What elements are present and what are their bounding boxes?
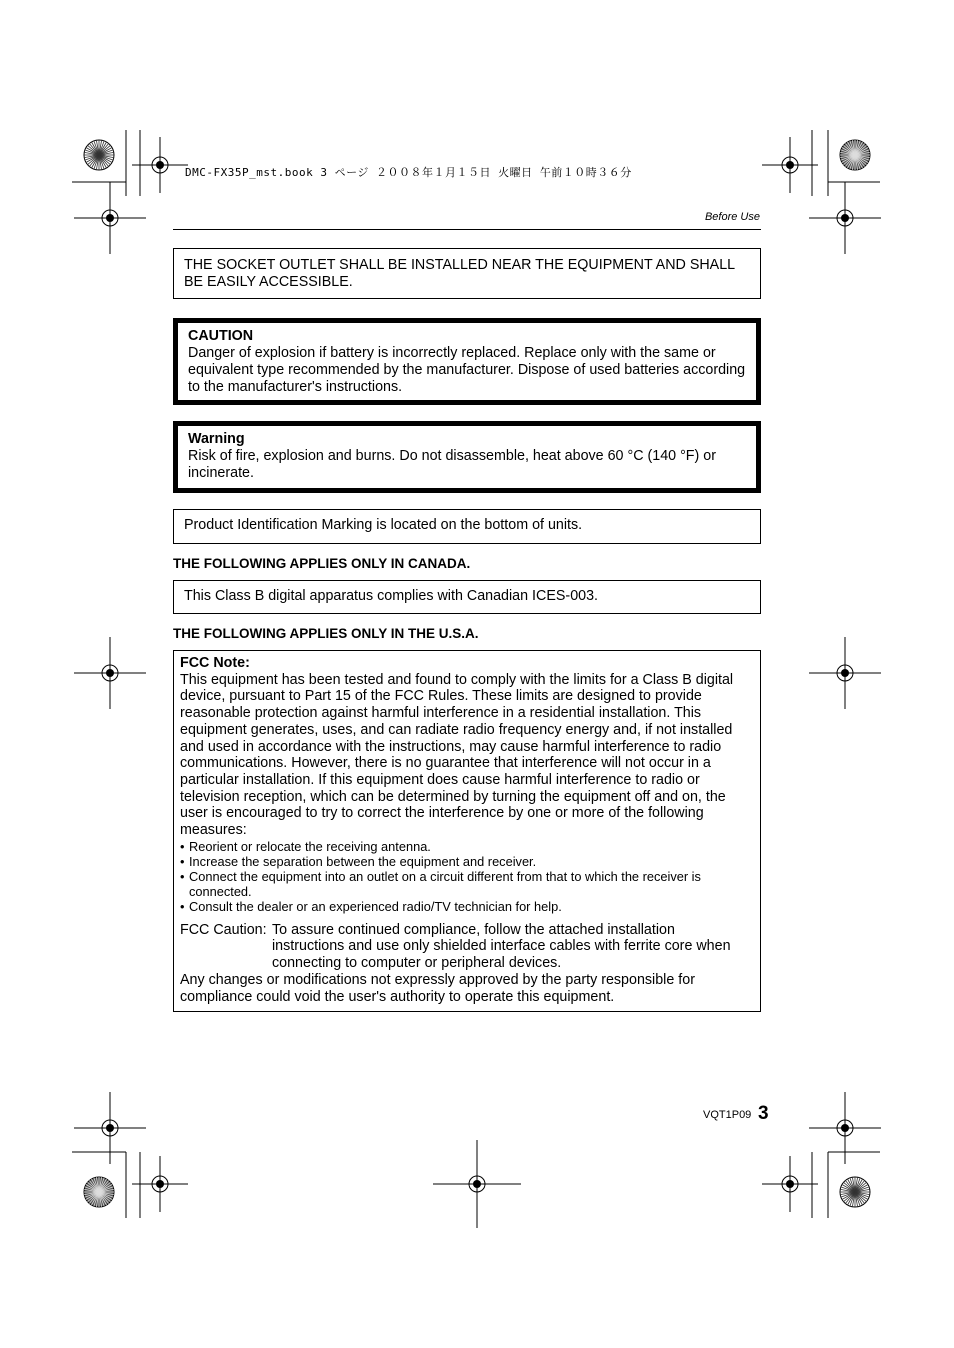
page-number: 3 — [758, 1103, 769, 1124]
caution-title: CAUTION — [188, 328, 254, 344]
registration-crosshair-icon — [809, 182, 881, 254]
product-id-text: Product Identification Marking is located on the bottom of units. — [184, 517, 583, 533]
socket-notice-text: THE SOCKET OUTLET SHALL BE INSTALLED NEAR THE EQUIPMENT AND SHALL BE EASILY ACCESSIBLE. — [184, 257, 735, 290]
list-item: • Increase the separation between the equipment and receiver. — [180, 854, 750, 869]
usa-heading: THE FOLLOWING APPLIES ONLY IN THE U.S.A. — [173, 626, 479, 641]
color-target-icon — [84, 140, 114, 170]
registration-crosshair-icon — [74, 637, 146, 709]
warning-text: Risk of fire, explosion and burns. Do not disassemble, heat above 60 °C (140 °F) or incinerate. — [188, 448, 716, 481]
fcc-caution — [180, 922, 750, 972]
warning-title: Warning — [188, 431, 245, 447]
registration-crosshair-icon — [74, 182, 146, 254]
registration-crosshair-icon — [433, 1140, 521, 1228]
registration-crosshair-icon — [762, 137, 818, 193]
print-header: DMC-FX35P_mst.book 3 ページ ２００８年１月１５日 火曜日 午前１０時３６分 — [185, 166, 632, 179]
caution-text: Danger of explosion if battery is incorrectly replaced. Replace only with the same or equivalent type recommended by the manufacturer. Dispose of used batteries according to the manufacturer's instructions. — [188, 345, 746, 395]
header-rule — [173, 229, 761, 230]
color-target-icon — [840, 140, 870, 170]
list-item: • Consult the dealer or an experienced radio/TV technician for help. — [180, 899, 750, 914]
color-target-icon — [84, 1177, 114, 1207]
product-id-box — [173, 509, 761, 544]
fcc-changes-text: Any changes or modifications not expressly approved by the party responsible for compliance could void the user's authority to operate this equipment. — [180, 971, 695, 1005]
registration-crosshair-icon — [74, 1092, 146, 1164]
color-target-icon — [840, 1177, 870, 1207]
canada-box — [173, 580, 761, 614]
registration-crosshair-icon — [809, 1092, 881, 1164]
fcc-box — [173, 650, 761, 1012]
warning-box — [173, 421, 761, 493]
list-item: • Reorient or relocate the receiving antenna. — [180, 839, 750, 854]
fcc-measures-list — [180, 839, 750, 914]
socket-notice-box — [173, 248, 761, 299]
registration-crosshair-icon — [809, 637, 881, 709]
canada-text: This Class B digital apparatus complies with Canadian ICES-003. — [184, 588, 599, 604]
fcc-caution-text: To assure continued compliance, follow the attached installation instructions and use only shielded interface cables with ferrite core when connecting to computer or peripheral devices. — [272, 921, 731, 972]
registration-crosshair-icon — [762, 1156, 818, 1212]
list-item: • Connect the equipment into an outlet on a circuit different from that to which the receiver is connected. — [180, 869, 750, 899]
section-label: Before Use — [704, 211, 760, 223]
fcc-note-title: FCC Note: — [180, 655, 250, 671]
fcc-note-text: This equipment has been tested and found to comply with the limits for a Class B digital device, pursuant to Part 15 of the FCC Rules. These limits are designed to provide reasonable protection against harmful interference in a residential installation. This equipment generates, uses, and can radiate radio frequency energy and, if not installed and used in accordance with the instructions, may cause harmful interference to radio communications. However, there is no guarantee that interference will not occur in a particular installation. If this equipment does cause harmful interference to radio or television reception, which can be determined by turning the equipment off and on, the user is encouraged to try to correct the interference by one or more of the following measures: — [180, 671, 734, 839]
canada-heading: THE FOLLOWING APPLIES ONLY IN CANADA. — [173, 556, 471, 571]
caution-box — [173, 318, 761, 405]
fcc-caution-label: FCC Caution: — [180, 921, 267, 938]
document-code: VQT1P09 — [703, 1109, 752, 1121]
